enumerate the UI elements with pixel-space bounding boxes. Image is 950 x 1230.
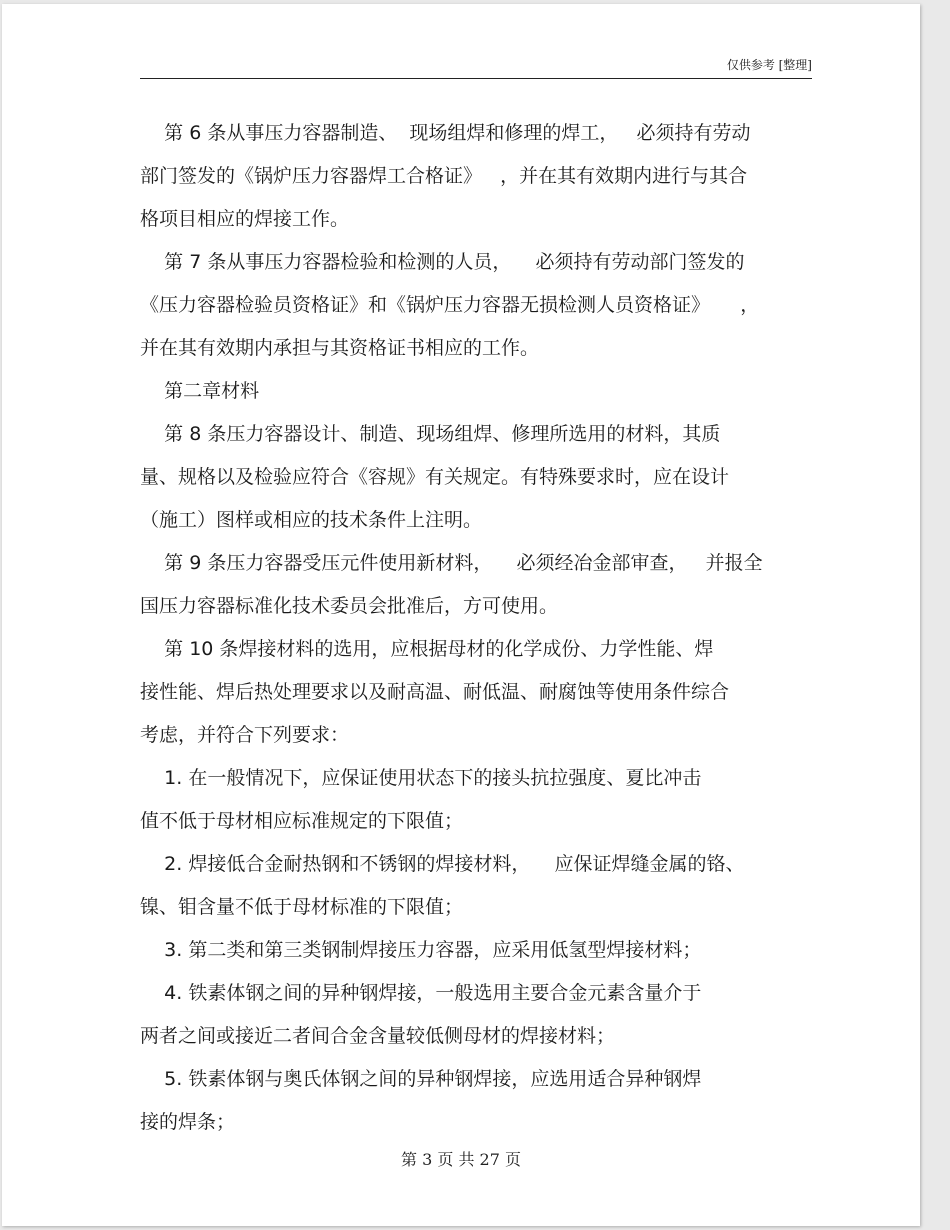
body-line: 考虑，并符合下列要求： [140, 724, 350, 746]
document-page [2, 4, 920, 1226]
body-line: 国压力容器标准化技术委员会批准后，方可使用。 [140, 595, 559, 617]
body-line: 并在其有效期内承担与其资格证书相应的工作。 [140, 337, 540, 359]
list-item-line: 两者之间或接近二者间合金含量较低侧母材的焊接材料； [140, 1025, 616, 1047]
body-line: 第 8 条压力容器设计、制造、现场组焊、修理所选用的材料，其质 [140, 423, 721, 445]
list-item-line: 接的焊条； [140, 1111, 236, 1133]
header-rule [140, 78, 812, 79]
chapter-heading: 第二章材料 [140, 380, 260, 402]
body-line: 部门签发的《锅炉压力容器焊工合格证》 ，并在其有效期内进行与其合 [140, 165, 748, 187]
body-line: 量、规格以及检验应符合《容规》有关规定。有特殊要求时，应在设计 [140, 466, 730, 488]
list-item-line: 值不低于母材相应标准规定的下限值； [140, 810, 464, 832]
page-header: 仅供参考 [整理] [726, 58, 812, 72]
body-line: （施工）图样或相应的技术条件上注明。 [140, 509, 483, 531]
body-line: 《压力容器检验员资格证》和《锅炉压力容器无损检测人员资格证》 ， [140, 294, 760, 316]
list-item-line: 1. 在一般情况下，应保证使用状态下的接头抗拉强度、夏比冲击 [140, 767, 702, 789]
list-item-line: 5. 铁素体钢与奥氏体钢之间的异种钢焊接，应选用适合异种钢焊 [140, 1068, 702, 1090]
body-line: 接性能、焊后热处理要求以及耐高温、耐低温、耐腐蚀等使用条件综合 [140, 681, 730, 703]
list-item-line: 3. 第二类和第三类钢制焊接压力容器，应采用低氢型焊接材料； [140, 939, 702, 961]
body-line: 格项目相应的焊接工作。 [140, 208, 350, 230]
body-line: 第 6 条从事压力容器制造、 现场组焊和修理的焊工， 必须持有劳动 [140, 122, 751, 144]
list-item-line: 镍、钼含量不低于母材标准的下限值； [140, 896, 464, 918]
body-line: 第 10 条焊接材料的选用，应根据母材的化学成份、力学性能、焊 [140, 638, 714, 660]
body-line: 第 9 条压力容器受压元件使用新材料， 必须经冶金部审查， 并报全 [140, 552, 763, 574]
list-item-line: 4. 铁素体钢之间的异种钢焊接，一般选用主要合金元素含量介于 [140, 982, 702, 1004]
list-item-line: 2. 焊接低合金耐热钢和不锈钢的焊接材料， 应保证焊缝金属的铬、 [140, 853, 745, 875]
document-body [140, 112, 812, 1144]
page-footer: 第 3 页 共 27 页 [401, 1150, 521, 1169]
body-line: 第 7 条从事压力容器检验和检测的人员， 必须持有劳动部门签发的 [140, 251, 745, 273]
